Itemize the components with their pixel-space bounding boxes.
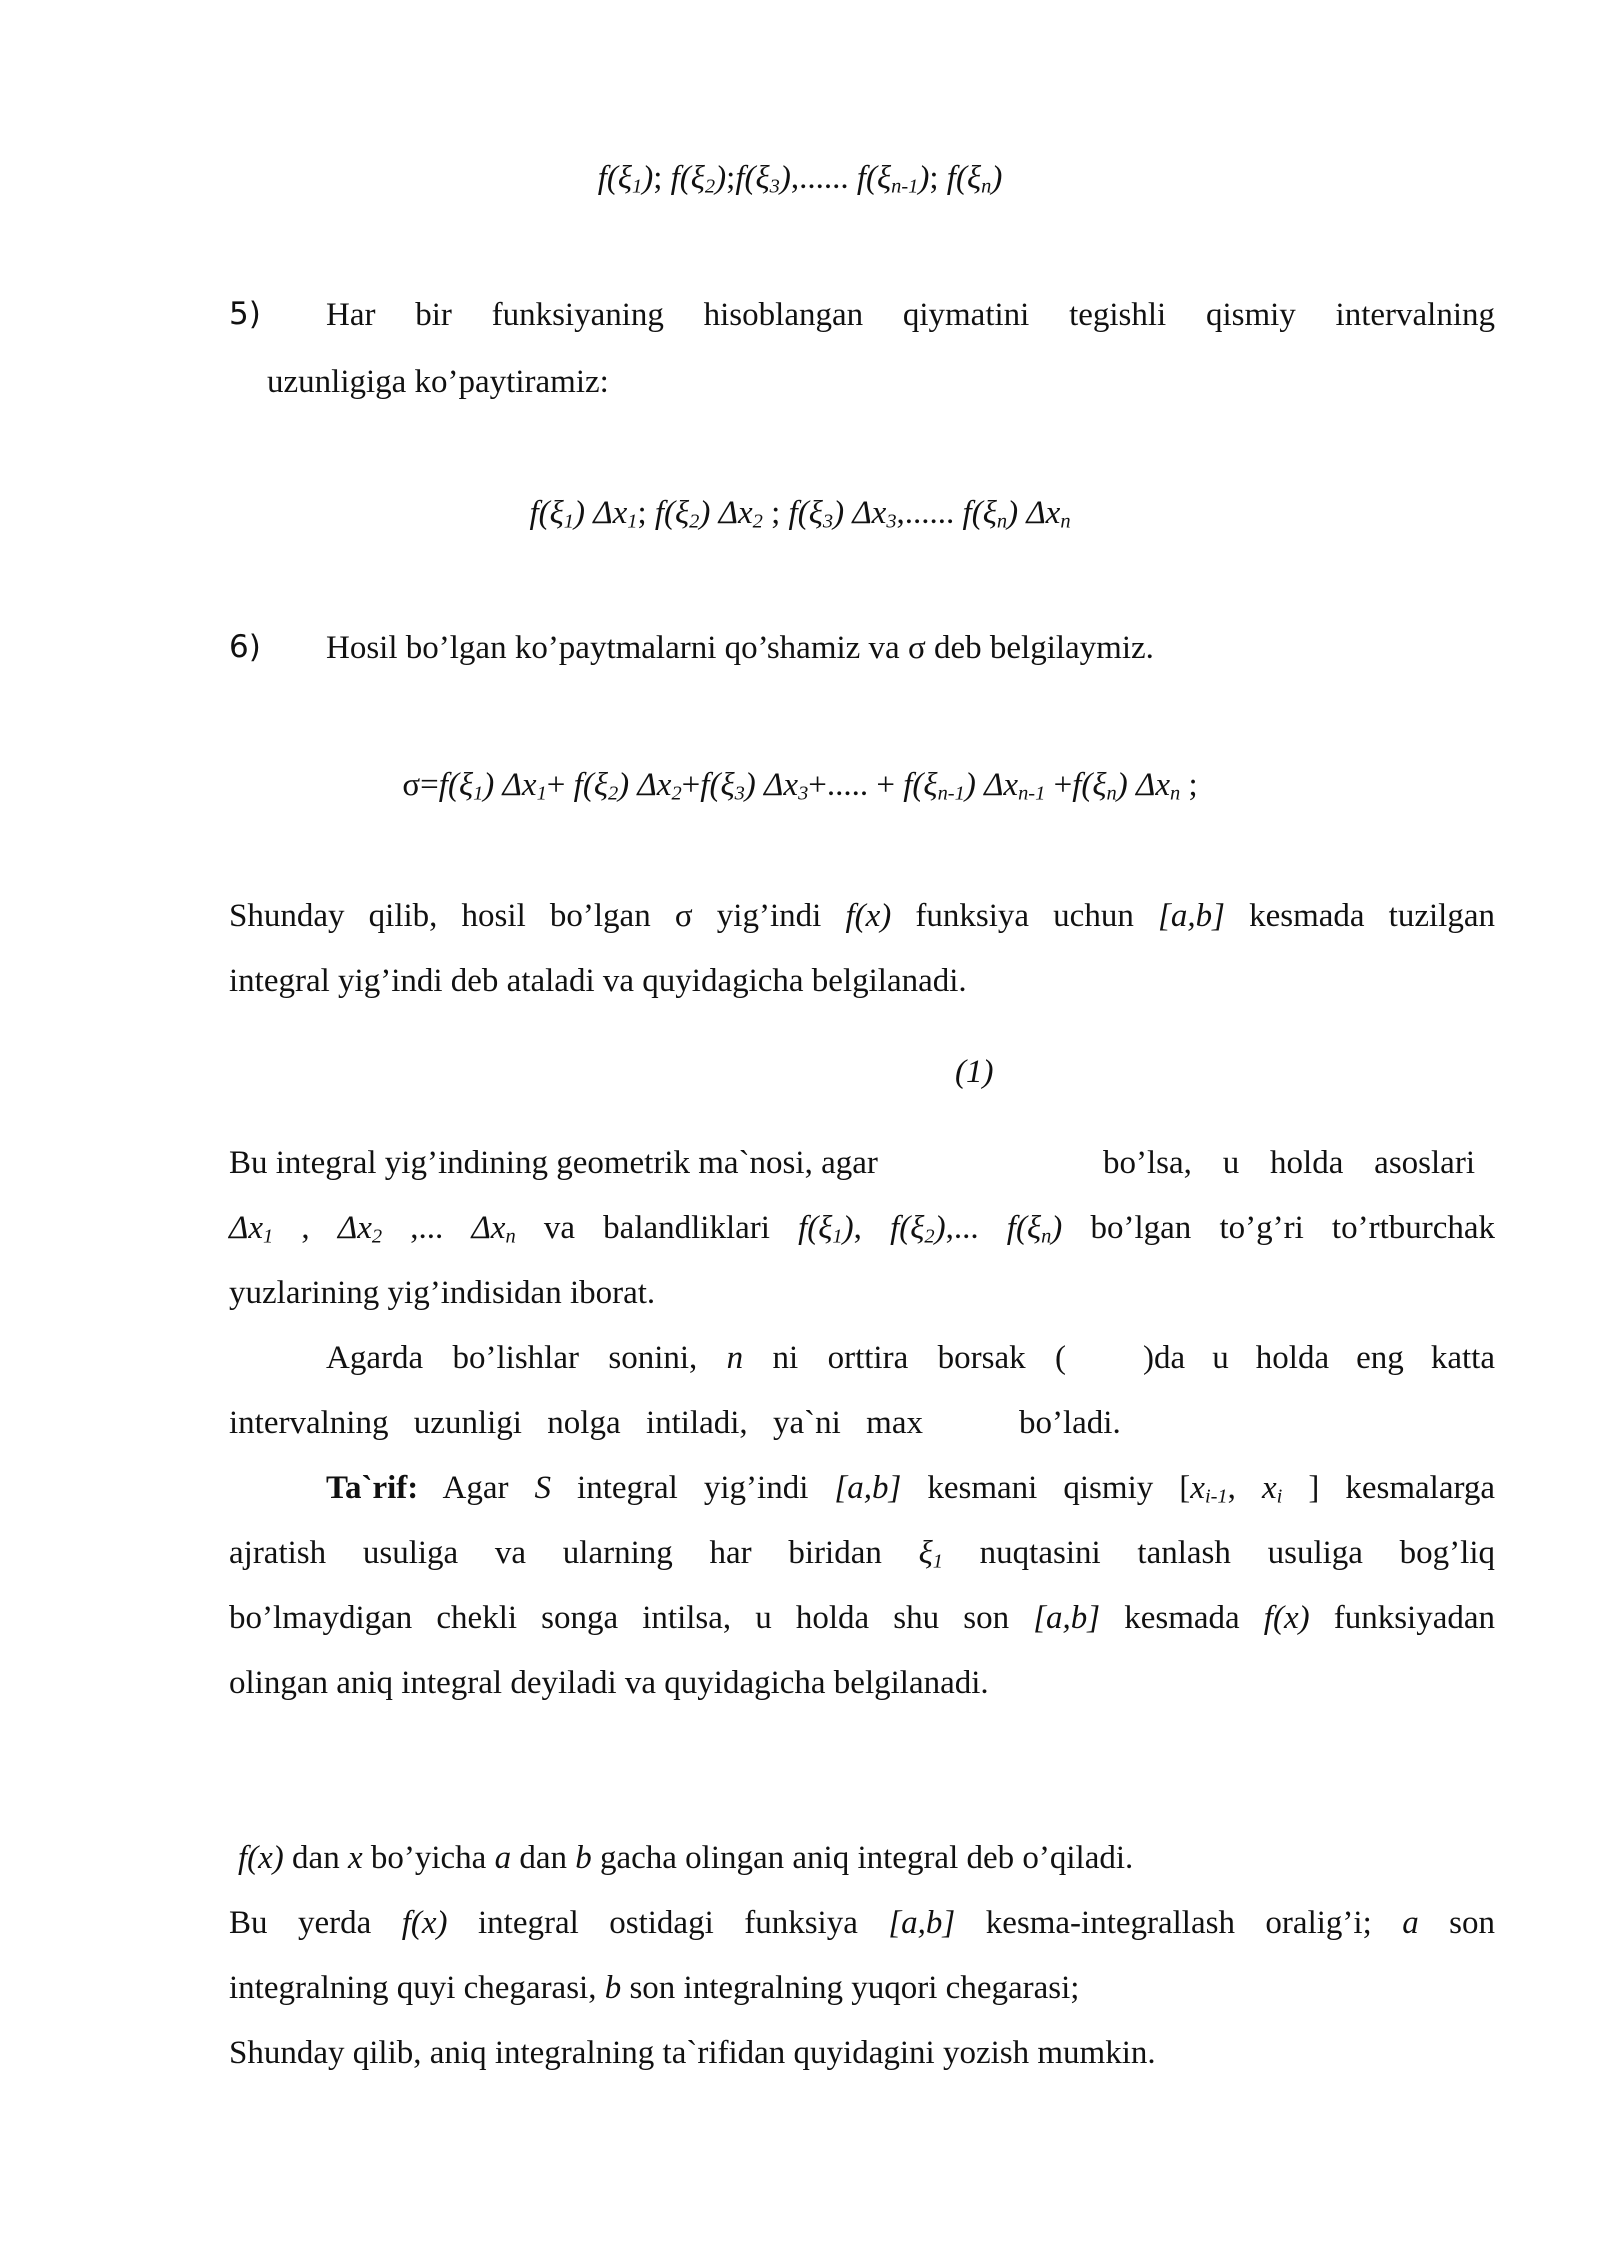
paragraph-geometric-line3: yuzlarining yig’indisidan iborat. [229,1275,656,1311]
paragraph-geometric-line2: $\Delta x_1$ , $\Delta x_2$ ,... $\Delta x_n$ va balandliklari $f(\xi_1)$, $f(\xi_2)$,... $f(\xi_n)$ bo’lgan to’g’ri to’rtburchak [229,1210,1496,1248]
paragraph-terms-line2: integralning quyi chegarasi, b son integralning yuqori chegarasi; [229,1970,1080,2006]
step6-number: 6) [229,629,261,665]
paragraph-sum-line2: integral yig’indi deb ataladi va quyidagicha belgilanadi. [229,963,967,999]
definition-line1 [326,1468,1495,1509]
paragraph-partitions-line1b: )da u holda eng katta [1143,1340,1495,1376]
paragraph-geometric-line1a: Bu integral yig’indining geometrik ma`nosi, agar [229,1145,878,1181]
step5-number: 5) [229,296,261,332]
paragraph-terms-line1: Bu yerda f(x) integral ostidagi funksiya [a,b] kesma-integrallash oralig’i; a son [229,1905,1496,1941]
step5-line1: Har bir funksiyaning hisoblangan qiymatini tegishli qismiy intervalning [326,297,1495,333]
definition-line2: ajratish usuliga va ularning har biridan $\xi_1$ nuqtasini tanlash usuliga bog’liq [229,1535,1496,1573]
paragraph-terms-line3: Shunday qilib, aniq integralning ta`rifidan quyidagini yozish mumkin. [229,2035,1156,2071]
paragraph-partitions-line1a: Agarda bo’lishlar sonini, n ni orttira borsak ( [326,1340,1066,1376]
formula-sigma: $\sigma=f(\xi_1)$ $\Delta x_1+ f(\xi_2)$ $\Delta x_2+f(\xi_3) \Delta x_3+$..... + $f(\xi_{n-1})$ $\Delta x_{n-1} +f(\xi_n)$ $\Delta x_n$ ; [402,767,1198,805]
equation-number: (1) [955,1054,994,1090]
paragraph-sum-line1: Shunday qilib, hosil bo’lgan σ yig’indi f(x) funksiya uchun [a,b] kesmada tuzilgan [229,898,1495,934]
formula-values-list: $f(\xi_1)$; $f(\xi_2);f(\xi_3)$,...... $f(\xi_{n-1})$; $f(\xi_n)$ [597,160,1003,198]
paragraph-geometric-line1b: bo’lsa, u holda asoslari [1103,1145,1475,1181]
paragraph-partitions-line2b: bo’ladi. [1019,1405,1121,1441]
formula-products: $f(\xi_1)$ $\Delta x_1$; $f(\xi_2)$ $\Delta x_2$ ; $f(\xi_3)$ $\Delta x_3$,...... $f(\xi_n)$ $\Delta x_n$ [529,495,1071,533]
definition-line1-text: Agar S integral yig’indi [a,b] kesmani qismiy [$x_{i-1}$, $x_i$ ] kesmalarga [442,1470,1496,1508]
definition-label: Ta`rif: [326,1470,419,1506]
step6-text: Hosil bo’lgan ko’paytmalarni qo’shamiz va σ deb belgilaymiz. [326,630,1154,666]
definition-line4: olingan aniq integral deyiladi va quyidagicha belgilanadi. [229,1665,989,1701]
step5-line2: uzunligiga ko’paytiramiz: [267,364,609,400]
paragraph-partitions-line2a: intervalning uzunligi nolga intiladi, ya`ni max [229,1405,923,1441]
reading-line: f(x) dan x bo’yicha a dan b gacha olingan aniq integral deb o’qiladi. [238,1840,1134,1876]
definition-line3: bo’lmaydigan chekli songa intilsa, u holda shu son [a,b] kesmada f(x) funksiyadan [229,1600,1495,1636]
